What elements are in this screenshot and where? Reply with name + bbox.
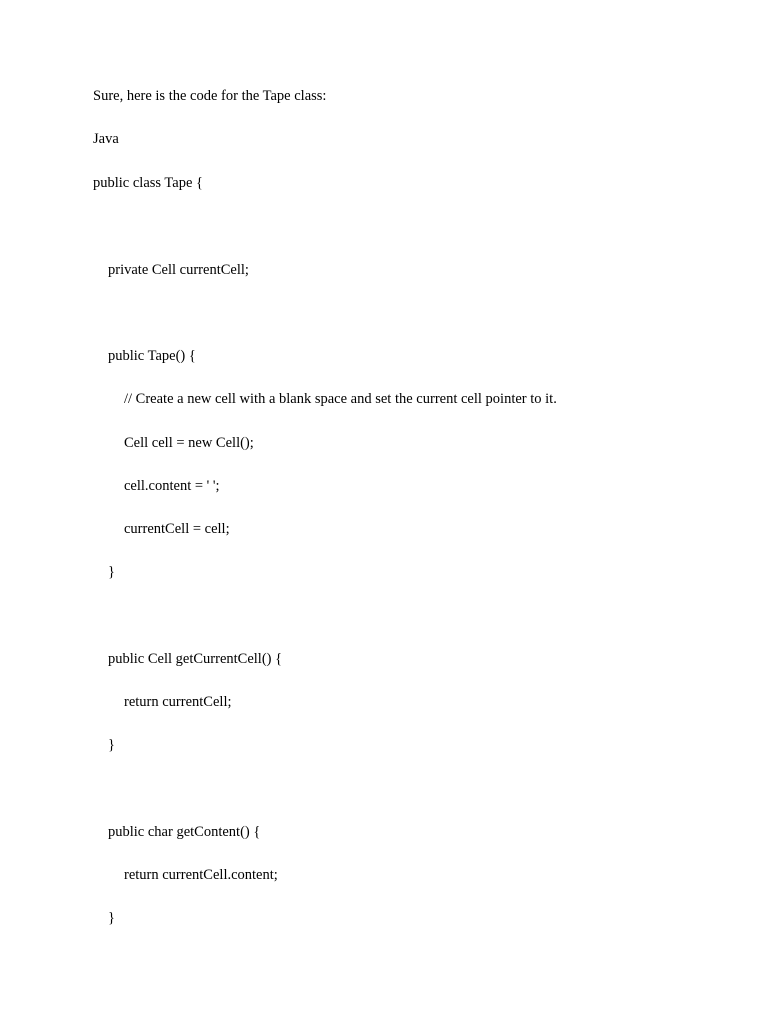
code-comment: // Create a new cell with a blank space and set the current cell pointer to it. (124, 391, 557, 407)
code-line: Cell cell = new Cell(); (124, 435, 254, 451)
code-line: } (108, 737, 115, 753)
code-line: public char getContent() { (108, 824, 261, 840)
code-line: public Tape() { (108, 348, 196, 364)
code-line: private Cell currentCell; (108, 262, 249, 278)
code-line: return currentCell.content; (124, 867, 278, 883)
code-line: public class Tape { (93, 175, 203, 191)
code-line: return currentCell; (124, 694, 232, 710)
intro-text: Sure, here is the code for the Tape class: (93, 88, 327, 104)
code-line: public Cell getCurrentCell() { (108, 651, 283, 667)
language-label: Java (93, 131, 119, 147)
code-line: cell.content = ' '; (124, 478, 220, 494)
code-line: } (108, 564, 115, 580)
code-line: } (108, 910, 115, 926)
code-line: currentCell = cell; (124, 521, 230, 537)
